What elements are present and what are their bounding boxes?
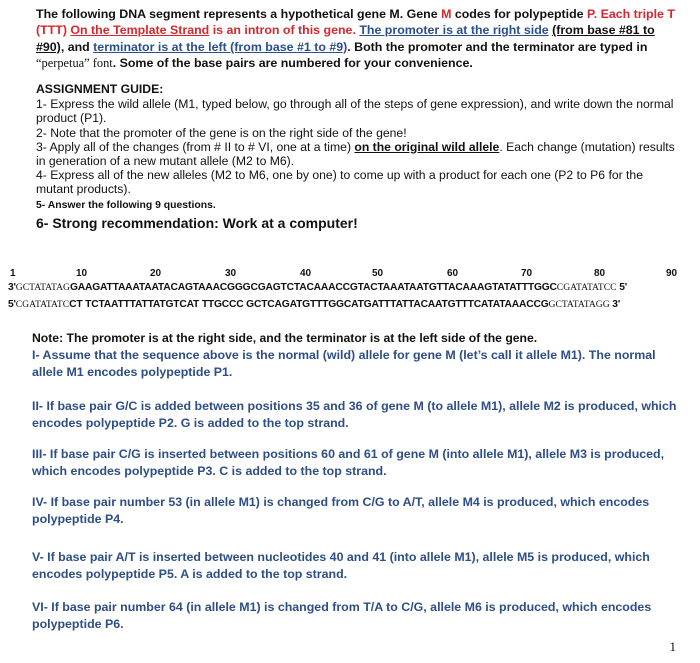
position-number: 1 bbox=[10, 268, 16, 279]
intro-text: The following DNA segment represents a hypothetical gene M. Gene bbox=[36, 7, 442, 21]
position-number: 90 bbox=[666, 268, 678, 279]
polypeptide-letter: P bbox=[587, 7, 594, 21]
promoter-terminator-note: Note: The promoter is at the right side, and the terminator is at the left side of the gene. bbox=[32, 331, 538, 345]
strand-bases: CATGATTTATTACAATGTTT bbox=[343, 299, 474, 310]
guide-item-5: 5- Answer the following 9 questions. bbox=[36, 199, 216, 211]
intro-text: codes for polypeptide bbox=[451, 7, 588, 21]
strand-bases: GTACTAAATAATGTTACAAA bbox=[349, 282, 485, 293]
promoter-note: The promoter is at the right side bbox=[359, 23, 549, 38]
question-2: II- If base pair G/C is added between positions 35 and 36 of gene M (to allele M1), allele M2 is produced, which encodes polypeptide P2. G is added to the top strand. bbox=[32, 399, 677, 430]
guide-item-6: 6- Strong recommendation: Work at a computer! bbox=[36, 214, 358, 231]
position-number: 20 bbox=[150, 268, 162, 279]
template-strand-text: On the Template Strand bbox=[70, 23, 210, 38]
position-number: 10 bbox=[76, 268, 88, 279]
gene-letter: M bbox=[441, 7, 452, 21]
position-number: 70 bbox=[521, 268, 533, 279]
assignment-guide bbox=[36, 82, 676, 230]
bottom-strand bbox=[8, 299, 620, 310]
intro-text-red: is an intron of this gene. bbox=[209, 23, 360, 38]
strand-bases: TTGCCC GCTCAGATGTTTGG bbox=[199, 299, 344, 310]
strand-bases: GTATATTTGGC bbox=[484, 282, 557, 293]
position-number: 40 bbox=[300, 268, 312, 279]
guide-item-3-text: . Each change (mutation) results in generation of a new mutant allele (M2 to M6). bbox=[36, 139, 675, 169]
strand-bases: GAAGATTAAATAATACAGTA bbox=[69, 282, 206, 293]
terminator-bases: CGATATATC bbox=[15, 299, 70, 310]
promoter-bases: CGATATATCC bbox=[556, 282, 617, 293]
question-1: I- Assume that the sequence above is the normal (wild) allele for gene M (let’s call it allele M1). The normal allele M1 encodes polypeptide P1. bbox=[32, 348, 656, 379]
position-number: 30 bbox=[225, 268, 237, 279]
terminator-note: terminator is at the left (from base #1 to #9) bbox=[93, 39, 348, 54]
strand-end-label: 3' bbox=[609, 299, 621, 310]
strand-end-label: 5' bbox=[8, 299, 16, 310]
promoter-range: (from base #81 to #90) bbox=[36, 23, 655, 54]
strand-end-label: 5' bbox=[616, 282, 627, 293]
intro-text: . Some of the base pairs are numbered for your convenience. bbox=[112, 55, 473, 70]
promoter-bases: GCTATATAGG bbox=[548, 299, 610, 310]
guide-title: ASSIGNMENT GUIDE: bbox=[36, 82, 164, 96]
position-number: 80 bbox=[594, 268, 606, 279]
strand-bases: CT TCTAATTTATTATGTCAT bbox=[69, 299, 200, 310]
perpetua-font-name: “perpetua” font bbox=[36, 55, 113, 70]
question-5: V- If base pair A/T is inserted between nucleotides 40 and 41 (into allele M1), allele M5 is produced, which encodes polypeptide P5. A is added to the top strand. bbox=[32, 550, 650, 581]
guide-item-4: 4- Express all of the new alleles (M2 to M6, one by one) to come up with a product for each one (P2 to P6 for the mutant products). bbox=[36, 168, 643, 197]
guide-item-3-text: 3- Apply all of the changes (from # II to # VI, one at a time) bbox=[36, 139, 355, 154]
page-number: 1 bbox=[669, 639, 676, 654]
strand-bases: AACGGGCGAGTCTACAAACC bbox=[205, 282, 350, 293]
terminator-bases: GCTATATAG bbox=[15, 282, 70, 293]
intro-text: . Both the promoter and the terminator are typed in bbox=[347, 39, 648, 54]
question-3: III- If base pair C/G is inserted between positions 60 and 61 of gene M (into allele M1), allele M3 is produced, which encodes polypeptide P3. C is added to the top strand. bbox=[32, 447, 665, 478]
intro-text-red: . Each triple T (TTT) bbox=[36, 7, 675, 38]
position-number: 50 bbox=[372, 268, 384, 279]
guide-item-3 bbox=[36, 140, 676, 168]
intro-text: , and bbox=[60, 39, 94, 54]
strand-end-label: 3' bbox=[8, 282, 16, 293]
intro-paragraph bbox=[36, 6, 676, 71]
guide-item-1: 1- Express the wild allele (M1, typed below, go through all of the steps of gene expression), and write down the normal product (P1). bbox=[36, 97, 674, 126]
guide-item-2: 2- Note that the promoter of the gene is on the right side of the gene! bbox=[36, 125, 407, 140]
position-number: 60 bbox=[447, 268, 459, 279]
guide-item-3-emphasis: on the original wild allele bbox=[354, 139, 500, 154]
strand-bases: CATATAAACCG bbox=[473, 299, 549, 310]
question-4: IV- If base pair number 53 (in allele M1) is changed from C/G to A/T, allele M4 is produced, which encodes polypeptide P4. bbox=[32, 495, 650, 526]
top-strand bbox=[8, 282, 627, 293]
question-6: VI- If base pair number 64 (in allele M1) is changed from T/A to C/G, allele M6 is produced, which encodes polypeptide P6. bbox=[32, 600, 652, 631]
